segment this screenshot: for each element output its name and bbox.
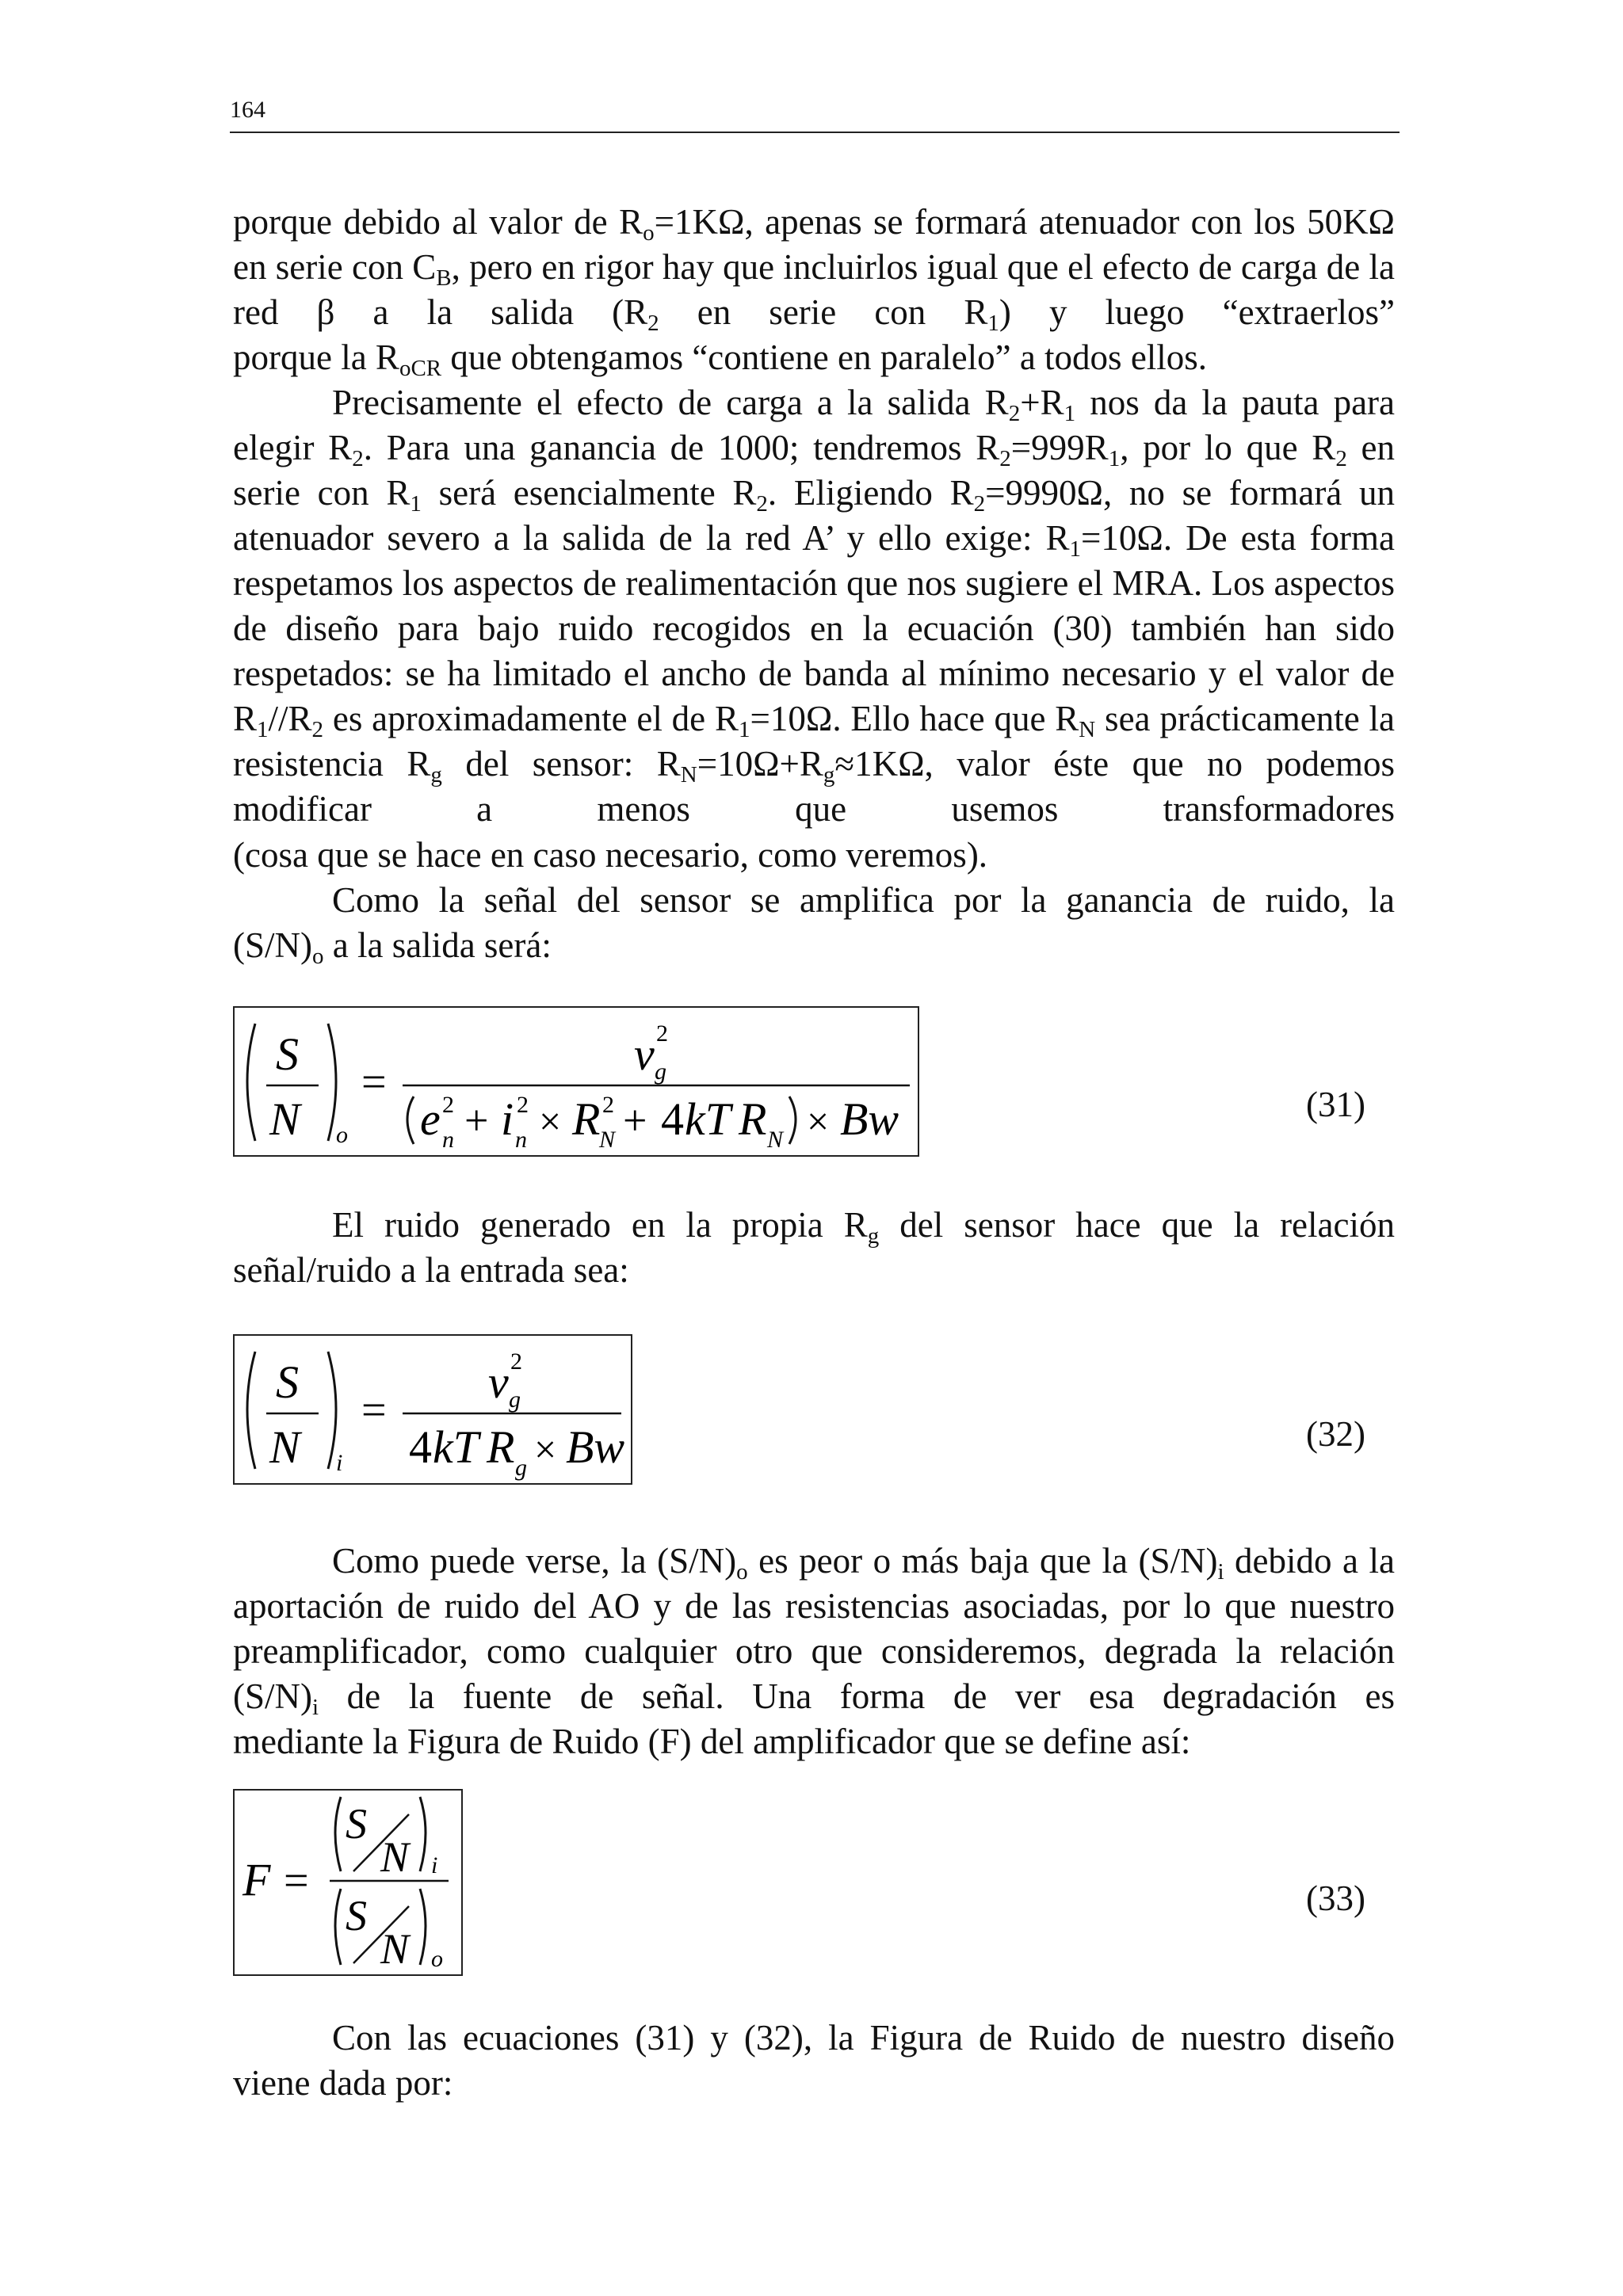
svg-text:g: g [509, 1386, 521, 1413]
eq31-S: S [276, 1028, 299, 1080]
svg-text:2: 2 [442, 1092, 454, 1118]
paragraph-1 [233, 200, 1395, 335]
equation-33 [235, 1791, 461, 1974]
equation-32 [235, 1336, 631, 1483]
right-paren [328, 1024, 336, 1141]
eq32-S: S [276, 1356, 299, 1408]
svg-text:e: e [420, 1093, 441, 1145]
svg-text:n: n [442, 1127, 454, 1153]
svg-text:kT: kT [685, 1093, 731, 1145]
svg-text:i: i [431, 1852, 438, 1878]
svg-text:N: N [380, 1925, 410, 1973]
paragraph-text: porque debido al valor de $R_o=1K\Omega$, apenas se formará atenuador con los 50KΩ en serie con $C_B$, pero en rigor hay que incluirlos igual que el efecto de carga de la red β a la salida ($R_2$ en serie con $R_1$) y luego “extraerlos” [233, 202, 1396, 336]
svg-text:N: N [767, 1127, 784, 1153]
paragraph-6-last-line: viene dada por: [233, 2063, 453, 2103]
svg-text:4: 4 [409, 1421, 432, 1473]
eq31-N: N [269, 1093, 300, 1145]
svg-text:n: n [515, 1127, 527, 1153]
svg-text:i: i [501, 1093, 514, 1145]
svg-text:2: 2 [517, 1092, 529, 1118]
paragraph-5-last-line: mediante la Figura de Ruido (F) del amplificador que se define así: [233, 1722, 1191, 1761]
svg-text:S: S [346, 1800, 367, 1848]
svg-text:×: × [534, 1427, 557, 1471]
svg-text:S: S [346, 1892, 367, 1939]
den-left-paren [407, 1097, 414, 1144]
left-paren [247, 1024, 255, 1141]
equation-32-box [233, 1334, 632, 1485]
svg-text:v: v [488, 1356, 509, 1408]
eq31-v-sub: g [655, 1058, 666, 1085]
equation-31-number: (31) [1306, 1085, 1365, 1124]
eq31-sub-o: o [336, 1122, 348, 1148]
svg-text:Bw: Bw [566, 1421, 625, 1473]
equation-32-number: (32) [1306, 1414, 1365, 1454]
svg-text:g: g [515, 1455, 527, 1481]
svg-text:+: + [623, 1097, 647, 1144]
paragraph-4-last-line: señal/ruido a la entrada sea: [233, 1250, 629, 1290]
svg-text:×: × [807, 1099, 830, 1143]
paragraph-3-last-line: $(S/N)_o$ a la salida será: [233, 925, 552, 969]
equation-31 [235, 1008, 918, 1155]
svg-text:kT: kT [433, 1421, 479, 1473]
eq32-N: N [269, 1421, 300, 1473]
eq31-equals: = [361, 1058, 387, 1107]
paragraph-5: Como puede verse, la $(S/N)_o$ es peor o más baja que la $(S/N)_i$ debido a la aportación de ruido del AO y de las resistencias asociadas, por lo que nuestro preamplificador, como cualquier otro que consideremos, degrada la relación $(S/N)_i$ de la fuente de señal. Una forma de ver esa degradación es [233, 1541, 1395, 1720]
svg-text:2: 2 [602, 1092, 614, 1118]
svg-text:×: × [539, 1099, 562, 1143]
paragraph-6: Con las ecuaciones (31) y (32), la Figura de Ruido de nuestro diseño [332, 2018, 1395, 2058]
svg-text:N: N [599, 1127, 616, 1153]
eq33-equals: = [284, 1856, 309, 1905]
svg-text:R: R [487, 1421, 515, 1473]
eq32-sub-i: i [336, 1450, 343, 1476]
eq33-F: F [242, 1854, 271, 1905]
equation-31-box [233, 1006, 919, 1157]
svg-text:+: + [464, 1097, 489, 1144]
svg-text:o: o [431, 1946, 443, 1972]
svg-text:4: 4 [661, 1093, 684, 1145]
svg-text:R: R [572, 1093, 601, 1145]
page-number: 164 [230, 97, 265, 123]
eq32-equals: = [361, 1386, 387, 1435]
paragraph-2-last-line: (cosa que se hace en caso necesario, como veremos). [233, 835, 988, 875]
eq31-v: v [634, 1028, 655, 1080]
svg-text:N: N [380, 1833, 410, 1881]
equation-33-number: (33) [1306, 1878, 1365, 1918]
svg-text:R: R [739, 1093, 767, 1145]
den-right-paren [789, 1097, 796, 1144]
svg-text:Bw: Bw [840, 1093, 899, 1145]
paragraph-4: El ruido generado en la propia $R_g$ del sensor hace que la relación [332, 1205, 1395, 1249]
paragraph-1-last-line: porque la $R_{oCR}$ que obtengamos “contiene en paralelo” a todos ellos. [233, 338, 1208, 381]
equation-33-box [233, 1789, 463, 1976]
paragraph-2: Precisamente el efecto de carga a la salida $R_2+R_1$ nos da la pauta para elegir $R_2$. Para una ganancia de 1000; tendremos $R_2=999R_1$, por lo que $R_2$ en serie con $R_1$ será esencialmente $R_2$. Eligiendo $R_2=9990\Omega$, no se formará un atenuador severo a la salida de la red A’ y ello exige: $R_1=10\Omega$. De esta forma respetamos los aspectos de realimentación que nos sugiere el MRA. Los aspectos de diseño para bajo ruido recogidos en la ecuación (30) también han sido respetados: se ha limitado el ancho de banda al mínimo necesario y el valor de $R_1//R_2$ es aproximadamente el de $R_1=10\Omega$. Ello hace que $R_N$ sea prácticamente la resistencia $R_g$ del sensor: $R_N=10\Omega+R_g\approx 1K\Omega$, valor éste que no podemos modificar a menos que usemos transformadores [233, 383, 1396, 829]
svg-text:2: 2 [510, 1348, 522, 1375]
paragraph-3: Como la señal del sensor se amplifica por la ganancia de ruido, la [332, 880, 1395, 920]
header-rule [230, 132, 1400, 133]
eq31-v-sup: 2 [656, 1020, 668, 1047]
